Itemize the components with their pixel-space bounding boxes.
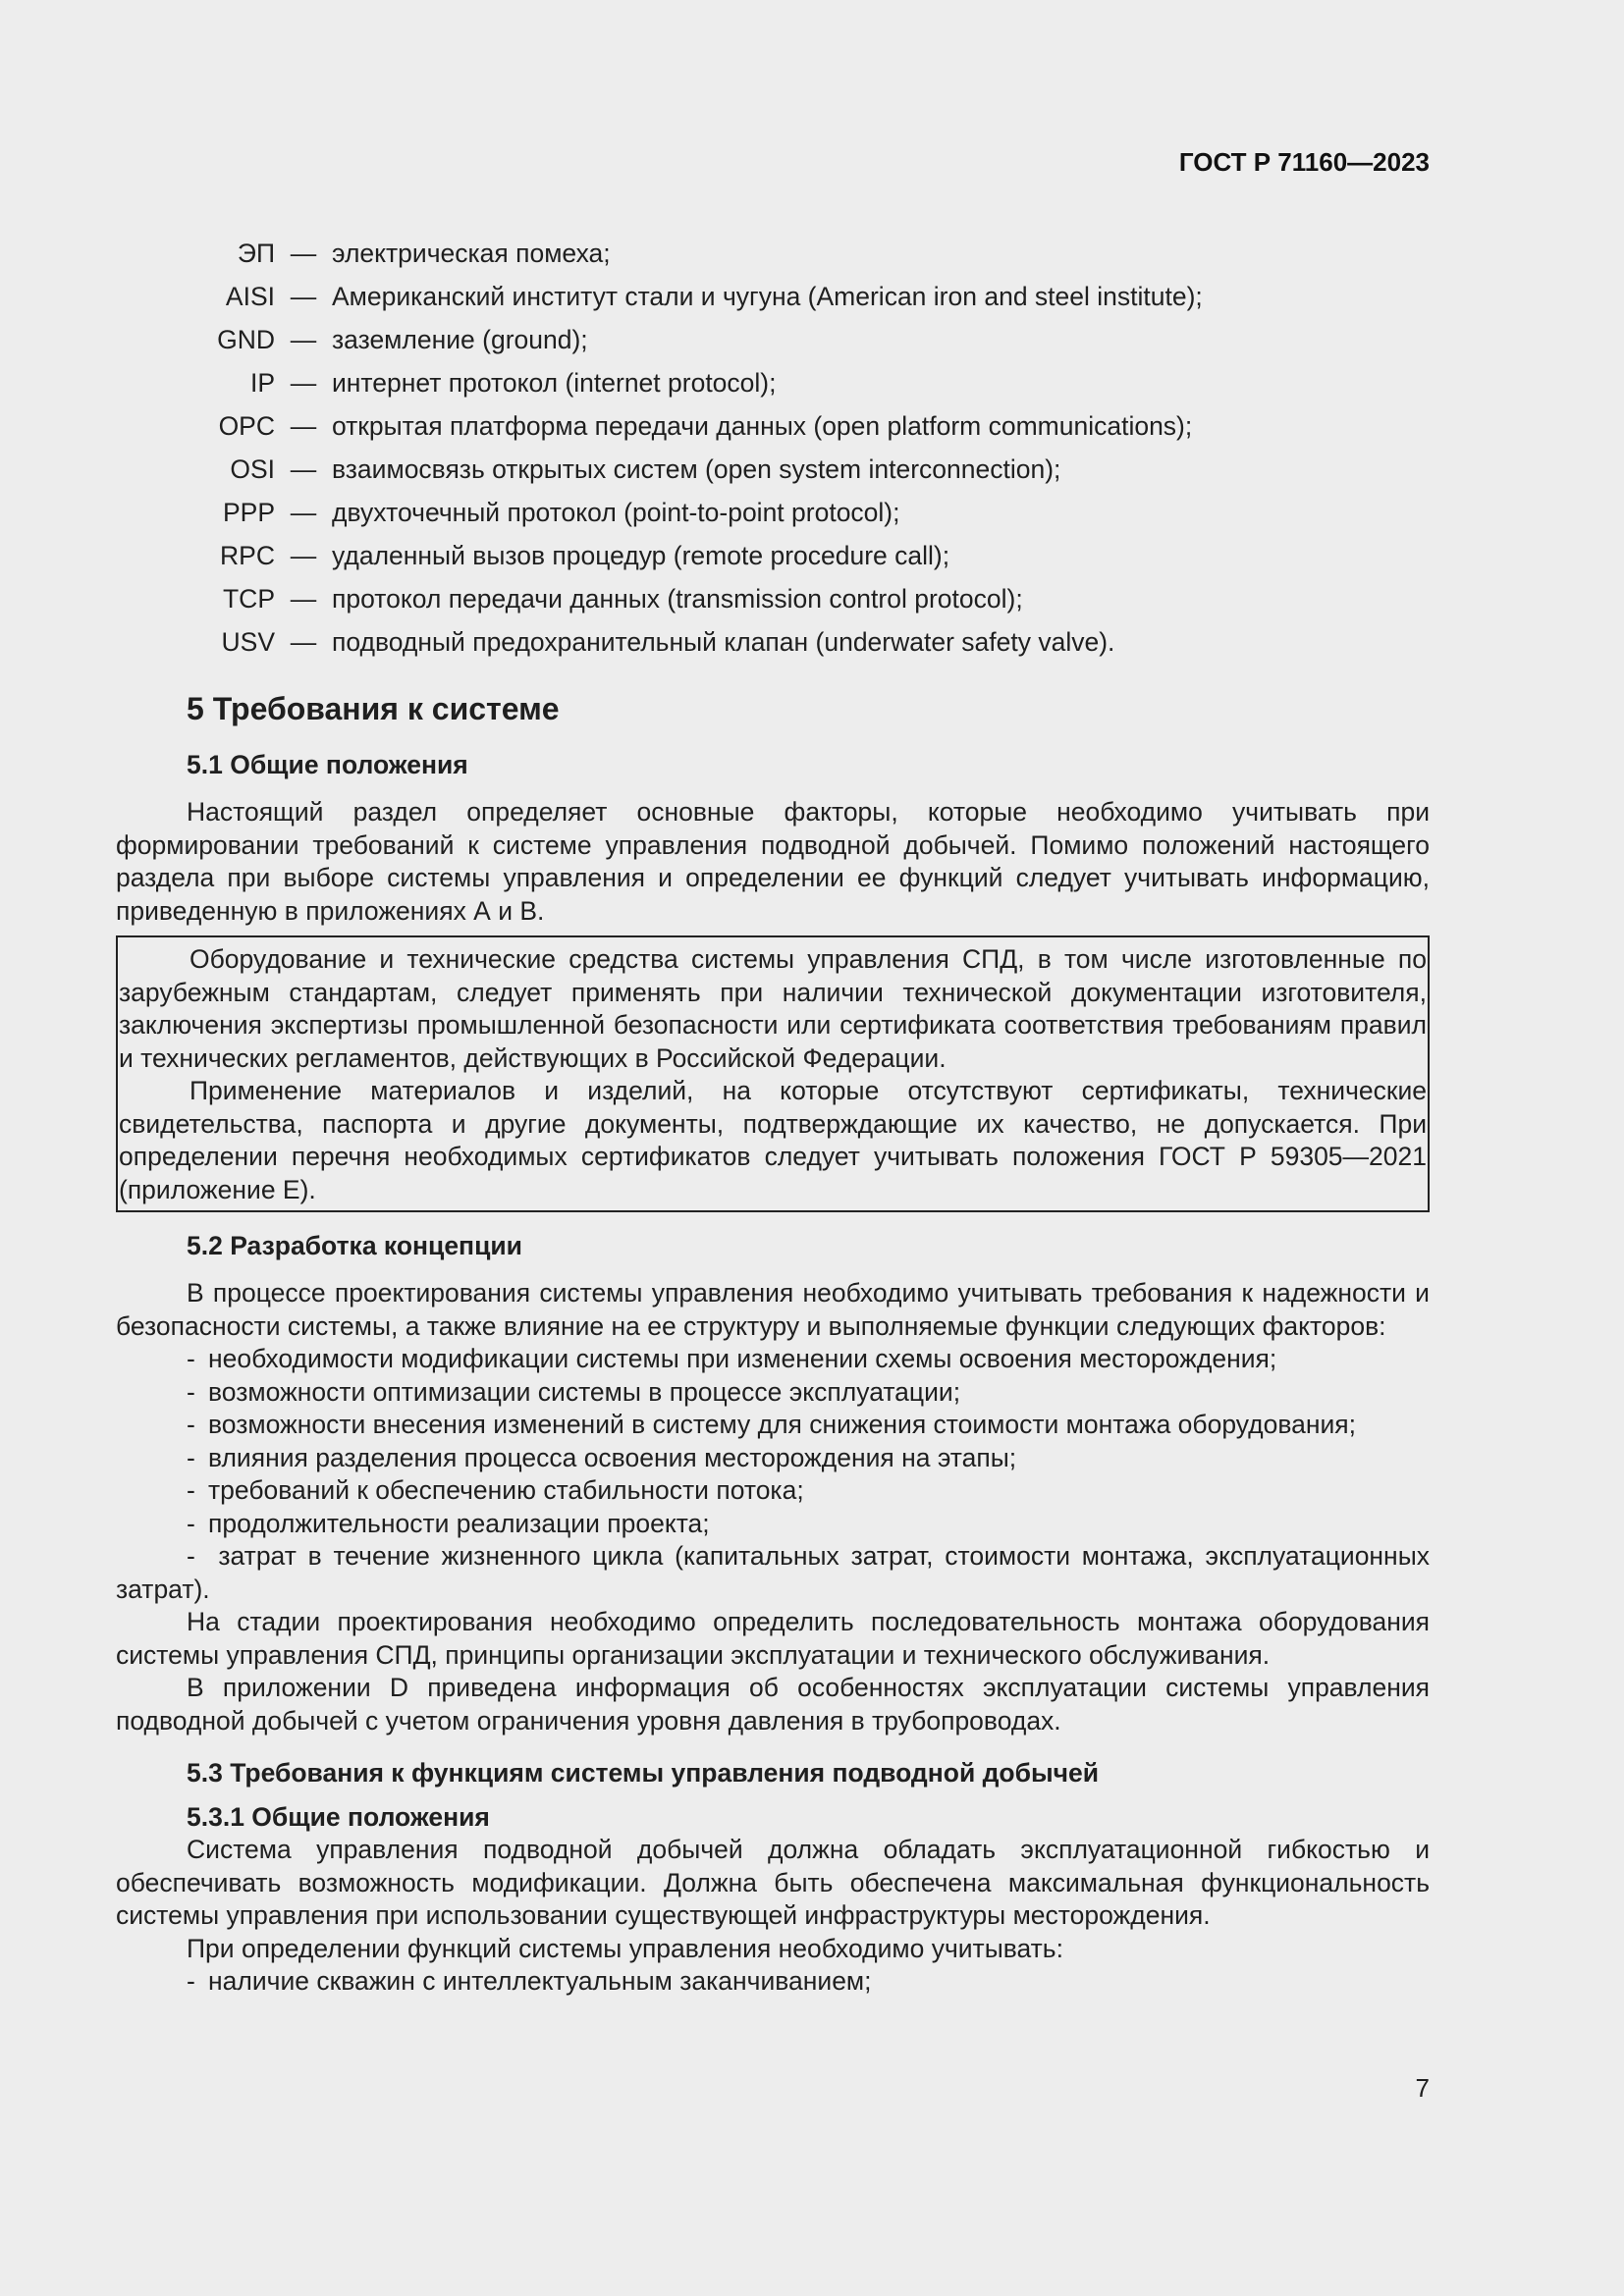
abbreviation-dash: — xyxy=(290,411,317,441)
paragraph: В процессе проектирования системы управления необходимо учитывать требования к надежности и безопасности системы, а также влияние на ее структуру и выполняемые функции следующих факторов: xyxy=(116,1278,1430,1341)
abbreviation-row xyxy=(147,404,1326,448)
list-item xyxy=(116,1508,1430,1541)
page-number: 7 xyxy=(1415,2073,1430,2103)
abbreviation-definition: двухточечный протокол (point-to-point protocol); xyxy=(332,498,900,527)
list-bullet: - xyxy=(187,1410,195,1439)
abbreviation-definition: протокол передачи данных (transmission control protocol); xyxy=(332,584,1023,614)
abbreviation-row xyxy=(147,534,1326,577)
abbreviation-term: USV xyxy=(221,627,275,657)
list-bullet: - xyxy=(187,1475,195,1505)
abbreviation-dash: — xyxy=(290,584,317,614)
abbreviation-definition: электрическая помеха; xyxy=(332,239,611,268)
list-item xyxy=(116,1343,1430,1376)
abbreviation-definition: интернет протокол (internet protocol); xyxy=(332,368,777,398)
list-item-text: продолжительности реализации проекта; xyxy=(208,1508,710,1538)
list-bullet: - xyxy=(187,1508,195,1538)
abbreviation-term: RPC xyxy=(220,541,275,570)
section-5-3-heading: 5.3 Требования к функциям системы управления подводной добычей xyxy=(187,1758,1100,1788)
abbreviation-row xyxy=(147,448,1326,491)
abbreviation-dash: — xyxy=(290,627,317,657)
abbreviation-definition: удаленный вызов процедур (remote procedure call); xyxy=(332,541,950,570)
paragraph: В приложении D приведена информация об особенностях эксплуатации системы управления подводной добычей с учетом ограничения уровня давления в трубопроводах. xyxy=(116,1673,1430,1735)
list-item-wrapping xyxy=(116,1540,1430,1606)
abbreviation-dash: — xyxy=(290,541,317,570)
abbreviation-row xyxy=(147,491,1326,534)
document-number-header: ГОСТ Р 71160—2023 xyxy=(1178,147,1430,177)
abbreviation-term: ЭП xyxy=(237,239,275,268)
section-5-1-heading: 5.1 Общие положения xyxy=(187,750,468,779)
abbreviation-term: IP xyxy=(249,368,275,398)
abbreviation-row xyxy=(147,275,1326,318)
boxed-paragraph: Оборудование и технические средства системы управления СПД, в том числе изготовленные по зарубежным стандартам, следует применять при наличии технической документации изготовителя, заключения экспертизы промышленной безопасности или сертификата соответствия требованиям правил и технических регламентов, действующих в Российской Федерации. xyxy=(119,944,1427,1073)
paragraph: При определении функций системы управления необходимо учитывать: xyxy=(187,1933,1063,1963)
abbreviation-dash: — xyxy=(290,325,317,354)
list-item-text: необходимости модификации системы при изменении схемы освоения месторождения; xyxy=(208,1344,1277,1373)
list-item xyxy=(116,1376,1430,1410)
abbreviation-term: OPC xyxy=(218,411,275,441)
abbreviation-dash: — xyxy=(290,368,317,398)
abbreviation-definition: взаимосвязь открытых систем (open system interconnection); xyxy=(332,454,1061,484)
abbreviation-definition: открытая платформа передачи данных (open platform communications); xyxy=(332,411,1193,441)
list-bullet: - xyxy=(187,1442,195,1472)
list-item-text: возможности внесения изменений в систему для снижения стоимости монтажа оборудования; xyxy=(208,1410,1357,1439)
paragraph: Система управления подводной добычей должна обладать эксплуатационной гибкостью и обеспечивать возможность модификации. Должна быть обеспечена максимальная функциональность системы управления при использовании существующей инфраструктуры месторождения. xyxy=(116,1835,1430,1930)
abbreviation-definition: Американский институт стали и чугуна (American iron and steel institute); xyxy=(332,282,1203,311)
list-item-text: влияния разделения процесса освоения месторождения на этапы; xyxy=(208,1442,1017,1472)
abbreviation-dash: — xyxy=(290,454,317,484)
abbreviation-definition: подводный предохранительный клапан (underwater safety valve). xyxy=(332,627,1115,657)
list-item xyxy=(116,1965,1430,1999)
list-item-text: наличие скважин с интеллектуальным заканчиванием; xyxy=(208,1966,872,1996)
paragraph: Настоящий раздел определяет основные факторы, которые необходимо учитывать при формировании требований к системе управления подводной добычей. Помимо положений настоящего раздела при выборе системы управления и определении ее функций следует учитывать информацию, приведенную в приложениях А и В. xyxy=(116,797,1430,926)
abbreviation-row xyxy=(147,232,1326,275)
section-5-3-1-heading: 5.3.1 Общие положения xyxy=(187,1802,490,1832)
abbreviation-dash: — xyxy=(290,282,317,311)
abbreviation-dash: — xyxy=(290,239,317,268)
abbreviation-row xyxy=(147,620,1326,664)
main-content xyxy=(116,687,1430,1999)
list-item xyxy=(116,1474,1430,1508)
list-item xyxy=(116,1442,1430,1475)
abbreviation-row xyxy=(147,577,1326,620)
abbreviation-row xyxy=(147,318,1326,361)
abbreviation-term: TCP xyxy=(223,584,275,614)
list-bullet: - xyxy=(187,1966,195,1996)
list-item-text: возможности оптимизации системы в процессе эксплуатации; xyxy=(208,1376,961,1407)
abbreviation-term: PPP xyxy=(222,498,275,527)
abbreviation-dash: — xyxy=(290,498,317,527)
paragraph: На стадии проектирования необходимо определить последовательность монтажа оборудования системы управления СПД, принципы организации эксплуатации и технического обслуживания. xyxy=(116,1607,1430,1670)
boxed-paragraph: Применение материалов и изделий, на которые отсутствуют сертификаты, технические свидетельства, паспорта и другие документы, подтверждающие их качество, не допускается. При определении перечня необходимых сертификатов следует учитывать положения ГОСТ Р 59305—2021 (приложение Е). xyxy=(119,1076,1427,1204)
list-item-text: затрат в течение жизненного цикла (капитальных затрат, стоимости монтажа, эксплуатационных затрат). xyxy=(116,1541,1430,1604)
abbreviation-list xyxy=(147,232,1326,664)
list-bullet: - xyxy=(187,1541,195,1571)
list-bullet: - xyxy=(187,1376,195,1407)
boxed-note xyxy=(116,935,1430,1212)
abbreviation-definition: заземление (ground); xyxy=(332,325,588,354)
abbreviation-row xyxy=(147,361,1326,404)
list-bullet: - xyxy=(187,1344,195,1373)
section-5-heading: 5 Требования к системе xyxy=(187,691,560,726)
list-item xyxy=(116,1409,1430,1442)
list-item-text: требований к обеспечению стабильности потока; xyxy=(208,1475,804,1505)
section-5-2-heading: 5.2 Разработка концепции xyxy=(187,1231,522,1260)
abbreviation-term: OSI xyxy=(230,454,275,484)
abbreviation-term: AISI xyxy=(225,282,275,311)
abbreviation-term: GND xyxy=(217,325,275,354)
